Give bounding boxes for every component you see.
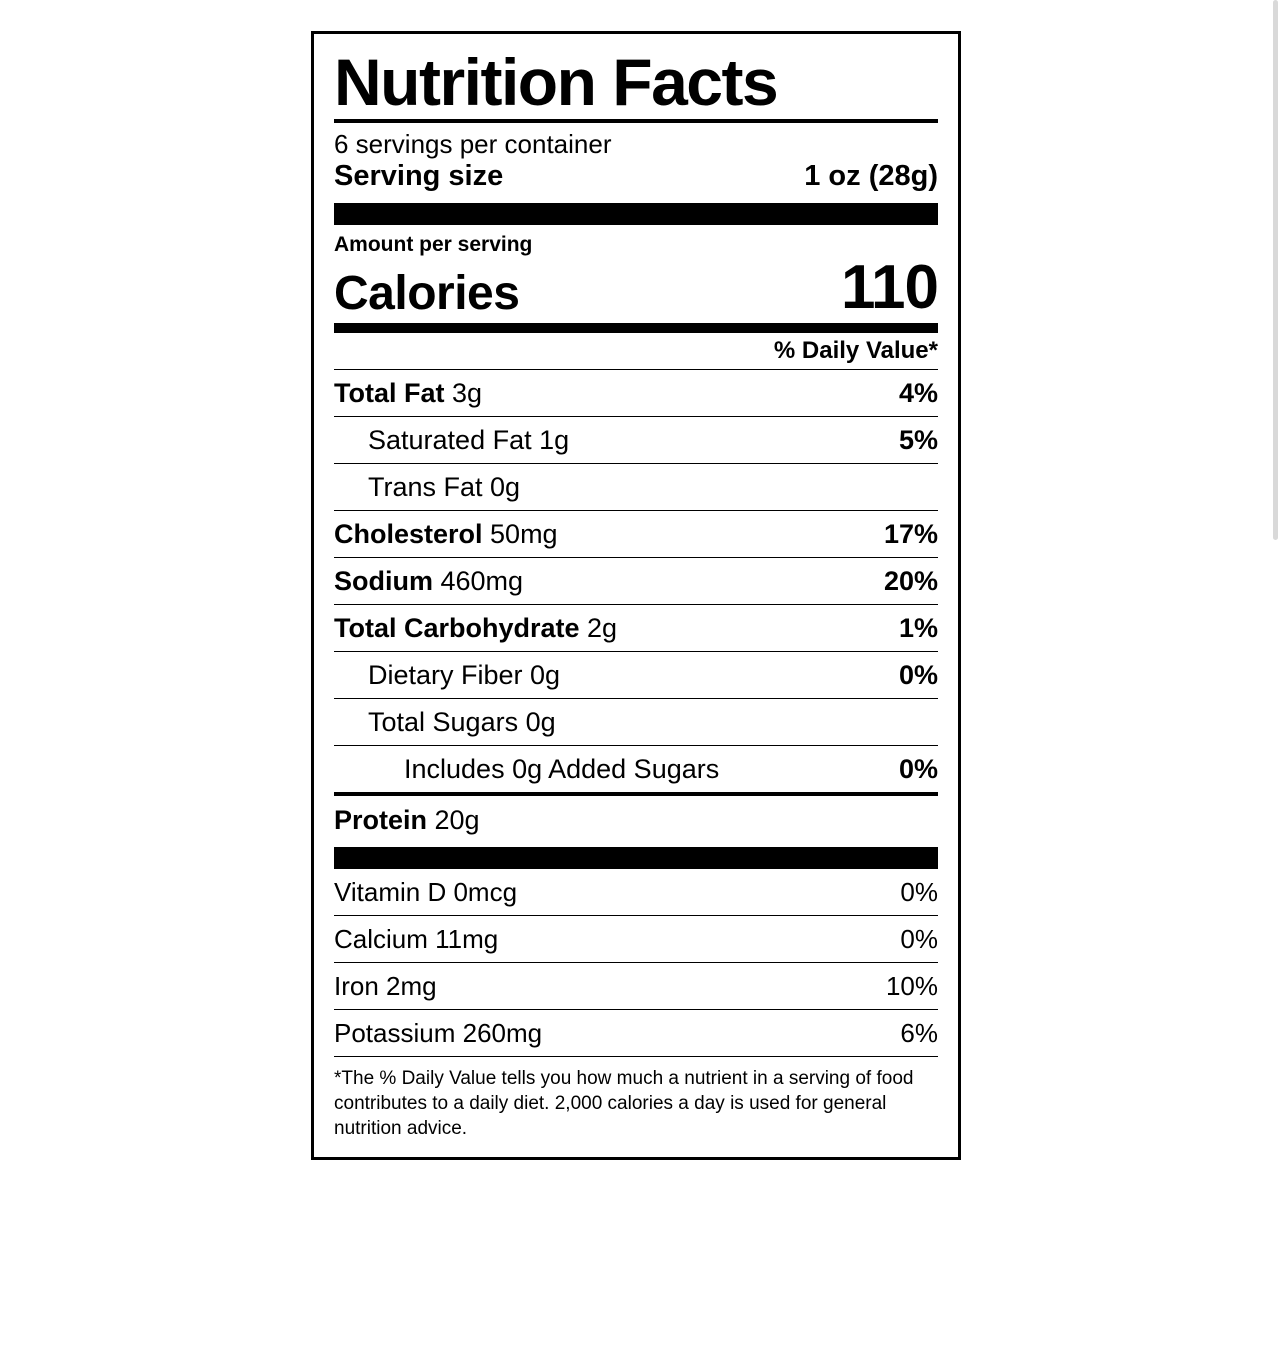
daily-value-footnote: *The % Daily Value tells you how much a nutrient in a serving of food contributes to a daily diet. 2,000 calories a day is used for general nutrition advice.: [334, 1056, 938, 1141]
nutrient-name: [334, 425, 569, 456]
serving-size-row: [334, 160, 938, 197]
nutrient-name-rest: 3g: [444, 378, 483, 409]
serving-size-label: Serving size: [334, 160, 504, 193]
micronutrient-name: Vitamin D 0mcg: [334, 877, 518, 908]
amount-per-serving-label: Amount per serving: [334, 233, 533, 257]
nutrient-name-rest: 2g: [579, 613, 618, 644]
nutrient-row: [334, 745, 938, 792]
micronutrient-name: Calcium 11mg: [334, 924, 499, 955]
nutrient-name-rest: Includes 0g Added Sugars: [404, 754, 720, 785]
nutrient-row: [334, 463, 938, 510]
nutrient-name-bold: Cholesterol: [334, 519, 483, 550]
nutrient-name-bold: Sodium: [334, 566, 433, 597]
nutrient-rows: [334, 369, 938, 792]
nutrient-name-rest: Dietary Fiber 0g: [368, 660, 561, 691]
scrollbar[interactable]: [1273, 0, 1278, 540]
micronutrient-rows: [334, 868, 938, 1056]
nutrient-row: [334, 416, 938, 463]
serving-size-value: 1 oz (28g): [804, 160, 938, 193]
protein-name: [334, 805, 480, 836]
nutrient-name: [334, 613, 617, 644]
nutrient-name-bold: Total Carbohydrate: [334, 613, 580, 644]
micronutrient-row: [334, 1009, 938, 1056]
nutrient-name-bold: Total Fat: [334, 378, 445, 409]
nutrient-name: [334, 378, 482, 409]
nutrient-name: [334, 754, 719, 785]
micronutrient-name: Iron 2mg: [334, 971, 437, 1002]
calories-label: Calories: [334, 266, 520, 320]
nutrient-daily-value: 1%: [898, 613, 938, 644]
nutrient-name: [334, 519, 558, 550]
micronutrient-daily-value: 10%: [885, 971, 938, 1002]
servings-per-container: 6 servings per container: [334, 128, 612, 159]
nutrient-name: [334, 660, 560, 691]
nutrient-name-rest: Total Sugars 0g: [368, 707, 556, 738]
nutrient-row: [334, 604, 938, 651]
nutrient-row: [334, 651, 938, 698]
micronutrient-row: [334, 915, 938, 962]
protein-name-bold: Protein: [334, 805, 428, 836]
nutrient-row: [334, 698, 938, 745]
micronutrient-row: [334, 868, 938, 915]
daily-value-header: % Daily Value*: [773, 337, 938, 365]
nutrient-daily-value: 20%: [883, 566, 938, 597]
nutrient-name-rest: Saturated Fat 1g: [368, 425, 570, 456]
nutrient-name-rest: 460mg: [433, 566, 524, 597]
nutrient-daily-value: 17%: [883, 519, 938, 550]
micronutrient-row: [334, 962, 938, 1009]
nutrient-row: [334, 557, 938, 604]
micronutrient-name: Potassium 260mg: [334, 1018, 543, 1049]
calories-row: [334, 253, 938, 323]
protein-name-rest: 20g: [427, 805, 480, 836]
micronutrient-daily-value: 6%: [900, 1018, 938, 1049]
nutrient-row: [334, 510, 938, 557]
micronutrient-daily-value: 0%: [900, 924, 938, 955]
nutrient-name: [334, 472, 520, 503]
nutrient-name: [334, 566, 523, 597]
nutrient-daily-value: 0%: [898, 754, 938, 785]
nutrient-daily-value: 4%: [898, 378, 938, 409]
label-title: Nutrition Facts: [334, 45, 778, 119]
nutrient-daily-value: 0%: [898, 660, 938, 691]
nutrient-row: [334, 369, 938, 416]
divider-below-calories: [334, 323, 938, 333]
divider-thick-calories: [334, 203, 938, 225]
nutrient-name-rest: 50mg: [482, 519, 558, 550]
nutrient-name: [334, 707, 556, 738]
nutrient-name-rest: Trans Fat 0g: [368, 472, 521, 503]
calories-value: 110: [840, 253, 938, 323]
protein-row: [334, 792, 938, 843]
divider-thick-micros: [334, 847, 938, 868]
nutrition-facts-label: [311, 31, 961, 1160]
micronutrient-daily-value: 0%: [900, 877, 938, 908]
nutrient-daily-value: 5%: [898, 425, 938, 456]
